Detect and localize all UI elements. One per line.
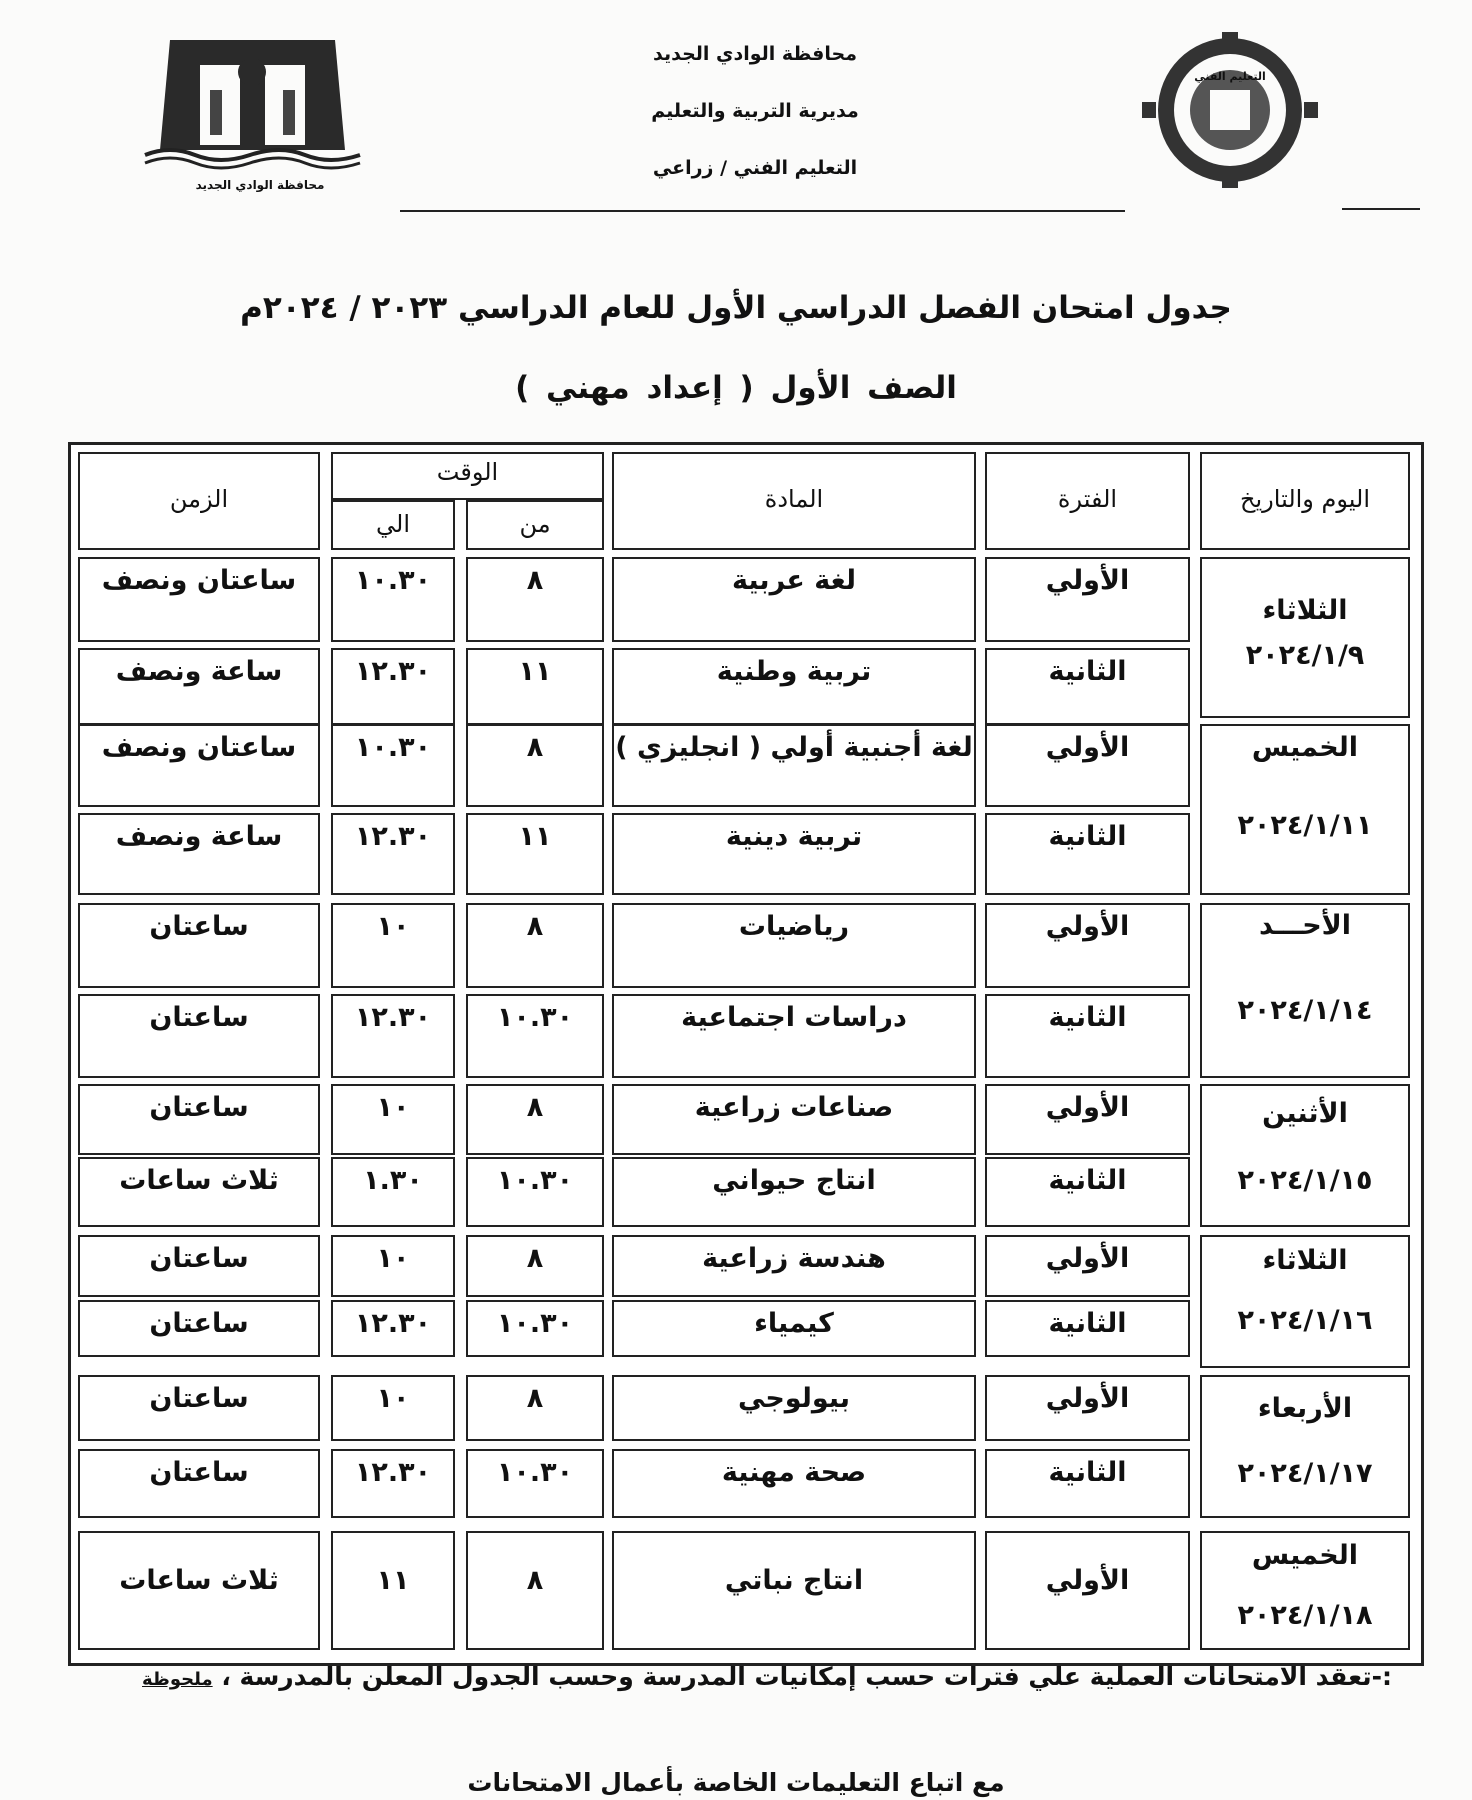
row-to: ١٢.٣٠ [354, 1002, 432, 1033]
header-to: الي [376, 510, 410, 538]
row-duration: ثلاث ساعات [119, 1165, 279, 1196]
row-from: ٨ [526, 1092, 544, 1123]
row-duration: ساعتان ونصف [101, 565, 297, 596]
row-from: ٨ [526, 1565, 544, 1596]
row-duration: ساعتان [149, 1383, 249, 1414]
department-name: التعليم الفني / زراعي [652, 157, 858, 179]
row-from: ١٠.٣٠ [496, 1308, 574, 1339]
day-name: الأربعاء [1257, 1393, 1353, 1424]
header-subject: المادة [764, 485, 824, 513]
row-from: ٨ [526, 1243, 544, 1274]
row-period: الثانية [1048, 1457, 1127, 1488]
row-subject: تربية وطنية [716, 656, 872, 687]
row-duration: ساعة ونصف [115, 656, 283, 687]
row-period: الثانية [1048, 1165, 1127, 1196]
note-text: :-تعقد الامتحانات العملية علي فترات حسب إمكانيات المدرسة وحسب الجدول المعلن بالمدرسة ، [221, 1662, 1392, 1691]
row-subject: صحة مهنية [721, 1457, 867, 1488]
row-duration: ساعتان [149, 1002, 249, 1033]
header-day-date: اليوم والتاريخ [1240, 485, 1370, 513]
row-subject: بيولوجي [738, 1383, 850, 1414]
day-date: ٢٠٢٤/١/١٧ [1237, 1458, 1373, 1489]
row-duration: ساعتان [149, 1457, 249, 1488]
governorate-logo [140, 30, 365, 180]
header-text [620, 30, 890, 201]
row-subject: تربية دينية [725, 821, 863, 852]
row-subject: لغة عربية [732, 565, 856, 596]
note [142, 1662, 1392, 1691]
row-to: ١٠ [376, 1383, 410, 1414]
row-from: ٨ [526, 911, 544, 942]
row-from: ٨ [526, 565, 544, 596]
day-name: الثلاثاء [1262, 595, 1348, 626]
row-duration: ساعتان [149, 1092, 249, 1123]
row-to: ١٢.٣٠ [354, 1457, 432, 1488]
row-period: الأولي [1045, 565, 1130, 596]
row-duration: ساعة ونصف [115, 821, 283, 852]
row-subject: انتاج حيواني [712, 1165, 876, 1196]
row-to: ١٠.٣٠ [354, 565, 432, 596]
row-subject: صناعات زراعية [694, 1092, 894, 1123]
row-to: ١٢.٣٠ [354, 821, 432, 852]
day-name: الأثنين [1262, 1098, 1348, 1129]
day-date: ٢٠٢٤/١/١٦ [1237, 1305, 1373, 1336]
row-from: ٨ [526, 1383, 544, 1414]
row-period: الأولي [1045, 1383, 1130, 1414]
row-period: الأولي [1045, 732, 1130, 763]
day-name: الأحـــد [1258, 910, 1352, 941]
day-name: الخميس [1251, 1540, 1359, 1571]
row-from: ٨ [526, 732, 544, 763]
row-period: الأولي [1045, 1092, 1130, 1123]
row-period: الثانية [1048, 1308, 1127, 1339]
note-label: ملحوظة [142, 1669, 213, 1690]
row-to: ١.٣٠ [363, 1165, 423, 1196]
row-to: ١٢.٣٠ [354, 1308, 432, 1339]
row-duration: ساعتان [149, 911, 249, 942]
directorate-name: مديرية التربية والتعليم [651, 100, 859, 122]
row-from: ١١ [518, 821, 552, 852]
row-from: ١٠.٣٠ [496, 1457, 574, 1488]
row-subject: هندسة زراعية [702, 1243, 886, 1274]
row-from: ١١ [518, 656, 552, 687]
governorate-logo-caption: محافظة الوادي الجديد [195, 178, 325, 192]
row-to: ١٠.٣٠ [354, 732, 432, 763]
row-duration: ساعتان ونصف [101, 732, 297, 763]
day-date: ٢٠٢٤/١/١٨ [1237, 1600, 1373, 1631]
technical-education-logo [1140, 30, 1320, 190]
header-divider [400, 210, 1125, 212]
row-subject: دراسات اجتماعية [681, 1002, 907, 1033]
row-duration: ساعتان [149, 1308, 249, 1339]
note-line-2: مع اتباع التعليمات الخاصة بأعمال الامتحانات [467, 1768, 1005, 1797]
page-subtitle: الصف الأول ( إعداد مهني ) [515, 370, 957, 406]
day-name: الثلاثاء [1262, 1245, 1348, 1276]
row-period: الأولي [1045, 1243, 1130, 1274]
row-subject: كيمياء [754, 1308, 834, 1339]
day-date: ٢٠٢٤/١/١٥ [1237, 1165, 1373, 1196]
header-period: الفترة [1057, 485, 1118, 513]
row-to: ١٢.٣٠ [354, 656, 432, 687]
row-subject: رياضيات [738, 911, 850, 942]
row-from: ١٠.٣٠ [496, 1002, 574, 1033]
header-divider-short [1342, 208, 1420, 210]
row-period: الثانية [1048, 821, 1127, 852]
day-cell [1200, 557, 1410, 718]
day-date: ٢٠٢٤/١/١٤ [1237, 995, 1373, 1026]
governorate-name: محافظة الوادي الجديد [653, 43, 857, 65]
page-title: جدول امتحان الفصل الدراسي الأول للعام الدراسي ٢٠٢٣ / ٢٠٢٤م [240, 290, 1232, 326]
row-period: الأولي [1045, 1565, 1130, 1596]
row-duration: ثلاث ساعات [119, 1565, 279, 1596]
row-period: الأولي [1045, 911, 1130, 942]
row-to: ١٠ [376, 1092, 410, 1123]
row-to: ١٠ [376, 1243, 410, 1274]
day-date: ٢٠٢٤/١/٩ [1245, 640, 1365, 671]
header-from: من [519, 510, 551, 538]
row-subject: لغة أجنبية أولي ( انجليزي ) [615, 732, 973, 763]
day-date: ٢٠٢٤/١/١١ [1237, 810, 1373, 841]
header-duration: الزمن [169, 485, 229, 513]
day-name: الخميس [1251, 732, 1359, 763]
row-to: ١١ [376, 1565, 410, 1596]
row-duration: ساعتان [149, 1243, 249, 1274]
row-period: الثانية [1048, 656, 1127, 687]
row-period: الثانية [1048, 1002, 1127, 1033]
row-from: ١٠.٣٠ [496, 1165, 574, 1196]
header-time: الوقت [436, 458, 499, 486]
technical-education-logo-caption: التعليم الفني [1194, 70, 1266, 83]
row-subject: انتاج نباتي [724, 1565, 864, 1596]
row-to: ١٠ [376, 911, 410, 942]
